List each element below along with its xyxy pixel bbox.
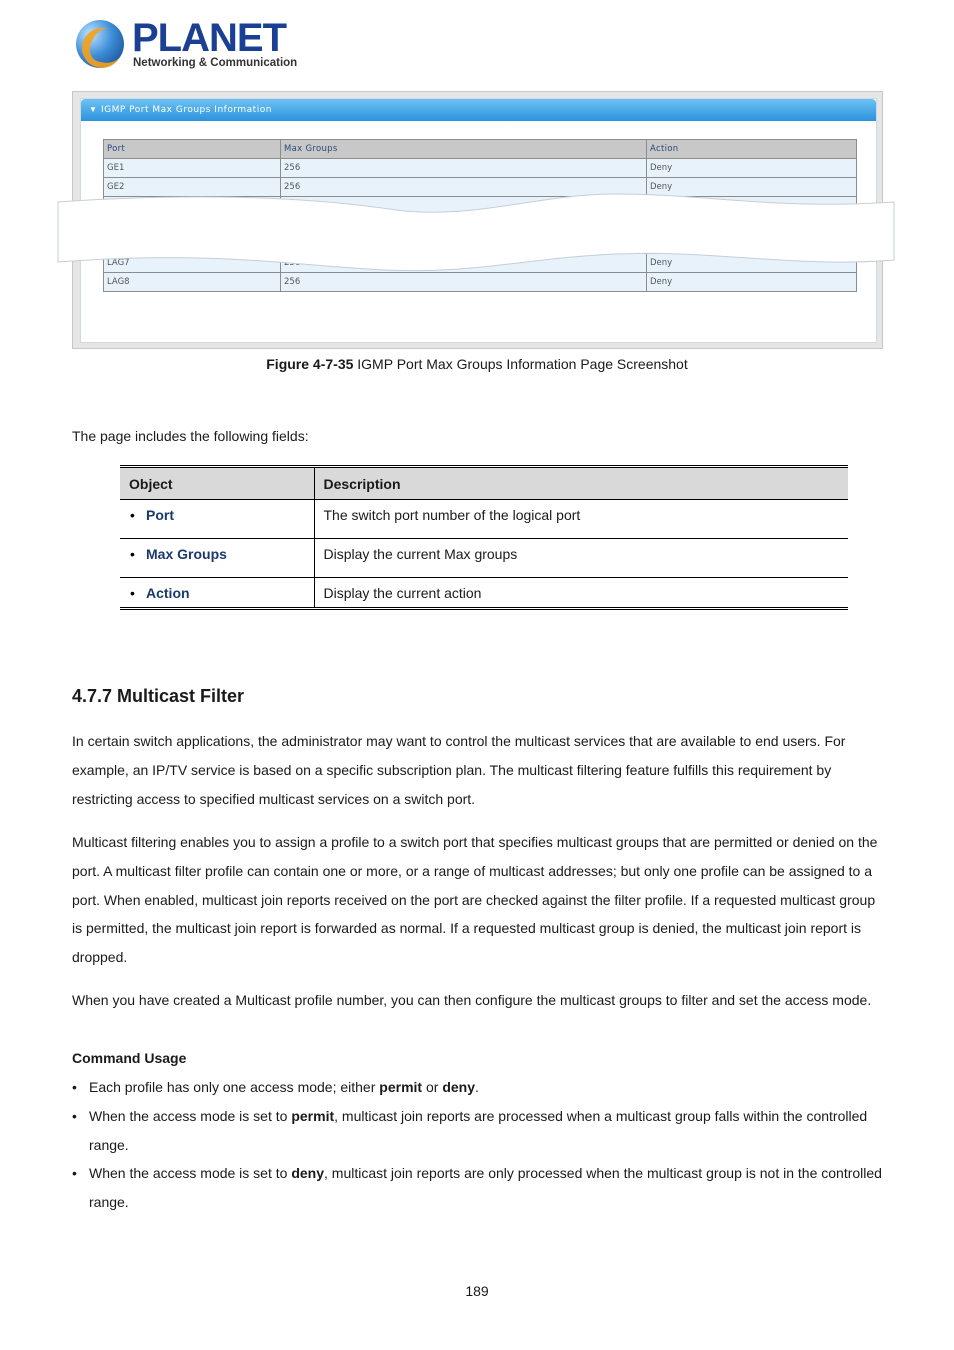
cell-max-groups: 256 <box>281 159 647 178</box>
bullet-icon: • <box>72 1079 77 1095</box>
table-header-row <box>104 140 857 159</box>
figure-text: IGMP Port Max Groups Information Page Screenshot <box>353 356 688 372</box>
col-action: Action <box>647 140 857 159</box>
cell-action: Deny <box>647 178 857 197</box>
logo-tagline: Networking & Communication <box>133 57 298 69</box>
paragraph-1: In certain switch applications, the administrator may want to control the multicast services that are available to end users. For example, an IP/TV service is based on a specific subscription plan. The multicast filtering feature fulfills this requirement by restricting access to specified multicast services on a switch port. <box>72 733 846 807</box>
object-name: Action <box>146 585 190 601</box>
cell-action: Deny <box>647 273 857 292</box>
panel-title: IGMP Port Max Groups Information <box>101 105 272 115</box>
bullet-icon: • <box>130 585 135 601</box>
figure-caption <box>0 356 954 372</box>
torn-paper-overlay <box>56 190 898 276</box>
collapse-arrow-icon[interactable]: ▼ <box>89 105 97 114</box>
fields-table <box>120 465 848 610</box>
intro-text: The page includes the following fields: <box>72 428 309 444</box>
object-name: Max Groups <box>146 546 227 562</box>
logo-wordmark: PLANET <box>132 16 286 60</box>
section-heading: 4.7.7 Multicast Filter <box>72 686 245 706</box>
cell-port: LAG7 <box>104 254 281 273</box>
list-item: • When the access mode is set to permit, multicast join reports are processed when a multicast group falls within the controlled range. <box>72 1102 884 1160</box>
table-row <box>120 578 848 609</box>
object-description: Display the current Max groups <box>314 539 848 578</box>
table-row <box>104 159 857 178</box>
cell-port: GE2 <box>104 178 281 197</box>
figure-label: Figure 4-7-35 <box>266 356 354 372</box>
bullet-icon: • <box>130 546 135 562</box>
object-description: The switch port number of the logical port <box>314 500 848 539</box>
header-object: Object <box>120 467 314 500</box>
page-number: 189 <box>465 1283 489 1299</box>
command-usage-title: Command Usage <box>72 1050 187 1066</box>
cell-action: Deny <box>647 159 857 178</box>
list-item: • When the access mode is set to deny, multicast join reports are only processed when the multicast group is not in the controlled range. <box>72 1159 884 1217</box>
planet-logo <box>76 16 298 72</box>
object-name: Port <box>146 507 174 523</box>
paragraph-3: When you have created a Multicast profile number, you can then configure the multicast groups to filter and set the access mode. <box>72 992 872 1008</box>
col-max-groups: Max Groups <box>281 140 647 159</box>
table-row <box>120 500 848 539</box>
col-port: Port <box>104 140 281 159</box>
bullet-icon: • <box>72 1107 77 1124</box>
bullet-icon: • <box>72 1165 77 1182</box>
panel-header <box>81 99 876 121</box>
cell-max-groups: 256 <box>281 178 647 197</box>
usage-list <box>72 1073 884 1217</box>
cell-max-groups: 256 <box>281 273 647 292</box>
header-description: Description <box>314 467 848 500</box>
bullet-icon: • <box>130 507 135 523</box>
cell-port: GE1 <box>104 159 281 178</box>
object-description: Display the current action <box>323 585 482 601</box>
cell-port: LAG8 <box>104 273 281 292</box>
fields-header-row <box>120 467 848 500</box>
cell-action: Deny <box>647 254 857 273</box>
list-item: • Each profile has only one access mode; either permit or deny. <box>72 1073 884 1102</box>
table-row <box>120 539 848 578</box>
paragraph-2: Multicast filtering enables you to assign a profile to a switch port that specifies multicast groups that are permitted or denied on the port. A multicast filter profile can contain one or more, or a range of multicast addresses; but only one profile can be assigned to a port. When enabled, multicast join reports received on the port are checked against the filter profile. If a requested multicast group is permitted, the multicast join report is forwarded as normal. If a requested multicast group is denied, the multicast join report is dropped. <box>72 834 878 966</box>
